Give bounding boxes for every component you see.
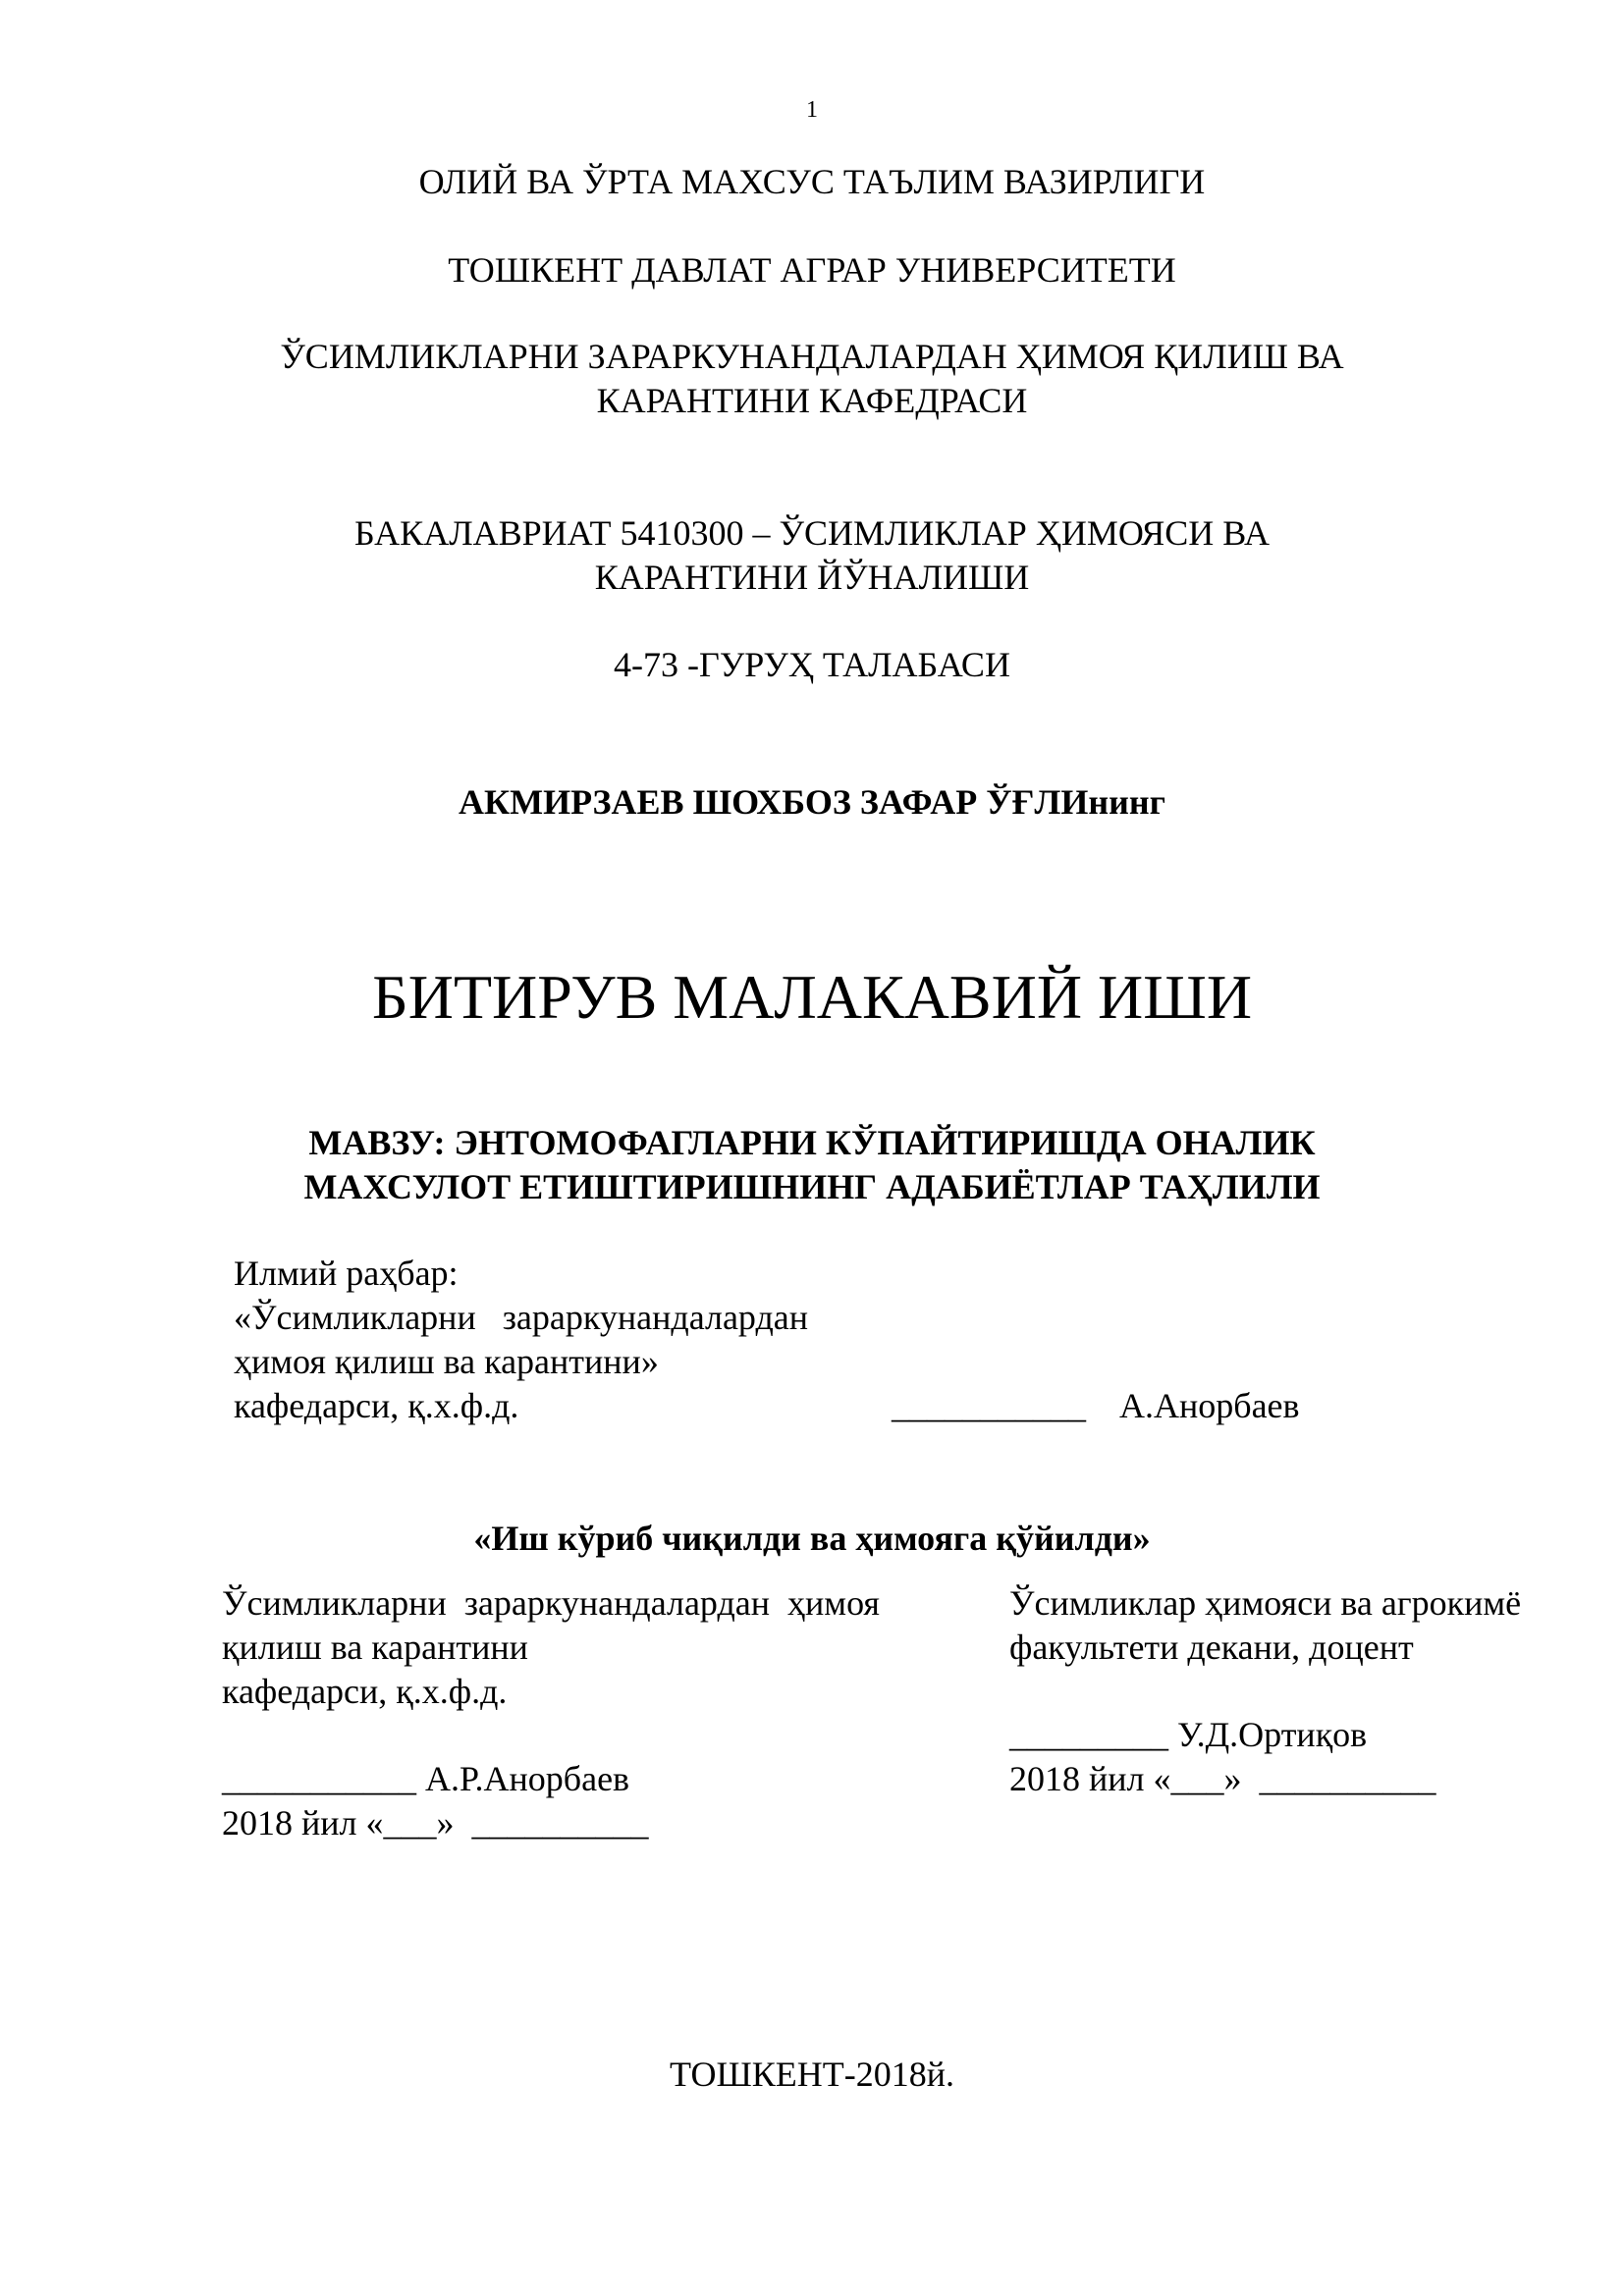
university-heading: ТОШКЕНТ ДАВЛАТ АГРАР УНИВЕРСИТЕТИ [448,250,1176,290]
left-block-line1: Ўсимликларни зараркунандалардан ҳимоя [222,1583,880,1623]
program-line1: БАКАЛАВРИАТ 5410300 – ЎСИМЛИКЛАР ҲИМОЯСИ ВА [353,513,1271,553]
ministry-heading: ОЛИЙ ВА ЎРТА МАХСУС ТАЪЛИМ ВАЗИРЛИГИ [418,162,1206,201]
right-block-line1: Ўсимликлар ҳимояси ва агрокимё [1009,1583,1522,1623]
work-title: БИТИРУВ МАЛАКАВИЙ ИШИ [371,962,1253,1032]
department-heading-line1: ЎСИМЛИКЛАРНИ ЗАРАРКУНАНДАЛАРДАН ҲИМОЯ ҚИЛИШ ВА [280,337,1344,376]
left-block-date: 2018 йил «___» __________ [222,1803,649,1842]
page-number: 1 [806,97,818,123]
supervisor-degree: кафедарси, қ.х.ф.д. [234,1386,519,1425]
supervisor-name: А.Анорбаев [1119,1386,1300,1425]
footer-city-year: ТОШКЕНТ-2018й. [669,2055,955,2094]
student-group: 4-73 -ГУРУҲ ТАЛАБАСИ [614,645,1010,684]
right-block-date: 2018 йил «___» __________ [1009,1759,1436,1798]
supervisor-department-line1: «Ўсимликларни зараркунандалардан [234,1298,809,1337]
right-block-line2: факультети декани, доцент [1009,1628,1414,1667]
topic-line1: МАВЗУ: ЭНТОМОФАГЛАРНИ КЎПАЙТИРИШДА ОНАЛИК [308,1123,1316,1162]
left-block-line3: кафедарси, қ.х.ф.д. [222,1672,508,1711]
topic-line2: МАХСУЛОТ ЕТИШТИРИШНИНГ АДАБИЁТЛАР ТАҲЛИЛИ [303,1167,1321,1206]
supervisor-label: Илмий раҳбар: [234,1254,459,1293]
left-block-signature: ___________ А.Р.Анорбаев [222,1759,630,1798]
student-name: АКМИРЗАЕВ ШОХБОЗ ЗАФАР ЎҒЛИнинг [459,782,1165,822]
supervisor-signature-line: ___________ [892,1386,1086,1425]
program-line2: КАРАНТИНИ ЙЎНАЛИШИ [594,558,1030,597]
left-block-line2: қилиш ва карантини [222,1628,528,1667]
right-block-signature: _________ У.Д.Ортиқов [1009,1715,1368,1754]
supervisor-department-line2: ҳимоя қилиш ва карантини» [234,1342,659,1381]
approval-heading: «Иш кўриб чиқилди ва ҳимояга қўйилди» [473,1519,1151,1558]
department-heading-line2: КАРАНТИНИ КАФЕДРАСИ [596,381,1028,420]
